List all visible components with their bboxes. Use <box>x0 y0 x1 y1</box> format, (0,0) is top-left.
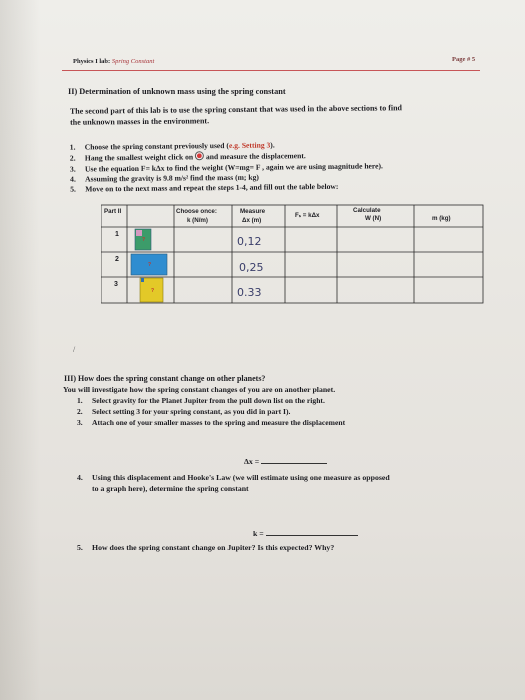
step5: 5. How does the spring constant change on Jupiter? Is this expected? Why? <box>77 543 335 552</box>
record-button-icon <box>195 152 204 161</box>
page-number: Page # 5 <box>452 56 476 63</box>
row-number: 2 <box>115 256 119 263</box>
step-item: 2. Select setting 3 for your spring constant, as you did in part I). <box>77 407 291 416</box>
col-part: Part II <box>104 208 122 215</box>
dx-answer-line <box>244 457 327 466</box>
col-choose: Choose once: <box>176 208 217 215</box>
col-choose-unit: k (N/m) <box>187 217 208 224</box>
step-item: 5. Move on to the next mass and repeat the steps 1-4, and fill out the table below: <box>70 182 339 194</box>
step-item: 2. Hang the smallest weight click on and measure the displacement. <box>69 151 306 163</box>
mass-unknown-label: ? <box>142 237 146 243</box>
step-item: 1. Select gravity for the Planet Jupiter from the pull down list on the right. <box>77 396 325 405</box>
mass-table <box>101 204 485 304</box>
page-shadow <box>0 0 40 700</box>
mass-unknown-label: ? <box>148 262 152 268</box>
handwritten-dx: 0,25 <box>239 261 264 274</box>
mass-swatch-hook <box>141 278 144 282</box>
step4-line: 4. Using this displacement and Hooke's Law (we will estimate using one measure as opposed <box>77 473 390 482</box>
lab-title: Spring Constant <box>111 58 155 65</box>
section2-heading: II) Determination of unknown mass using the spring constant <box>68 87 286 96</box>
intro-line: the unknown masses in the environment. <box>70 115 210 127</box>
step-item: 3. Use the equation F= kΔx to find the weight (W=mg= F , again we are using magnitude here). <box>69 160 383 174</box>
step4-line: to a graph here), determine the spring constant <box>92 484 249 493</box>
step-item: 3. Attach one of your smaller masses to the spring and measure the displacement <box>77 418 346 427</box>
section3-heading: III) How does the spring constant change on other planets? <box>64 374 266 383</box>
k-label: k = <box>253 529 264 538</box>
row-number: 1 <box>115 231 119 238</box>
mass-unknown-label: ? <box>151 288 155 294</box>
section3-steps <box>77 395 345 428</box>
col-weight: W (N) <box>365 215 382 222</box>
col-measure: Measure <box>240 208 266 215</box>
dx-label: Δx = <box>244 457 260 466</box>
col-force: Fₛ = kΔx <box>295 212 320 219</box>
step-item: 1. Choose the spring constant previously used (e.g. Setting 3). <box>69 140 275 152</box>
step4 <box>77 472 390 494</box>
section2-steps <box>70 139 383 195</box>
dx-blank <box>261 463 327 464</box>
step-item: 4. Assuming the gravity is 9.8 m/s² find the mass (m; kg) <box>70 172 259 184</box>
setting-highlight: e.g. Setting 3 <box>228 140 271 150</box>
stray-mark: / <box>73 345 76 354</box>
row-number: 3 <box>114 281 118 288</box>
k-answer-line <box>253 529 358 538</box>
col-mass: m (kg) <box>432 215 451 222</box>
k-blank <box>266 535 358 536</box>
section3-intro: You will investigate how the spring constant changes of you are on another planet. <box>63 385 336 394</box>
col-calculate: Calculate <box>353 207 381 214</box>
intro-line: The second part of this lab is to use the spring constant that was used in the above sections to find <box>69 103 403 116</box>
page-header <box>73 58 154 65</box>
mass-swatch-pink <box>136 230 142 236</box>
col-measure-unit: Δx (m) <box>242 217 262 224</box>
handwritten-dx: 0,12 <box>237 235 262 248</box>
handwritten-dx: 0.33 <box>237 286 262 299</box>
course-label: Physics I lab: <box>73 58 111 65</box>
header-rule <box>62 70 480 71</box>
section2-intro <box>70 103 402 127</box>
